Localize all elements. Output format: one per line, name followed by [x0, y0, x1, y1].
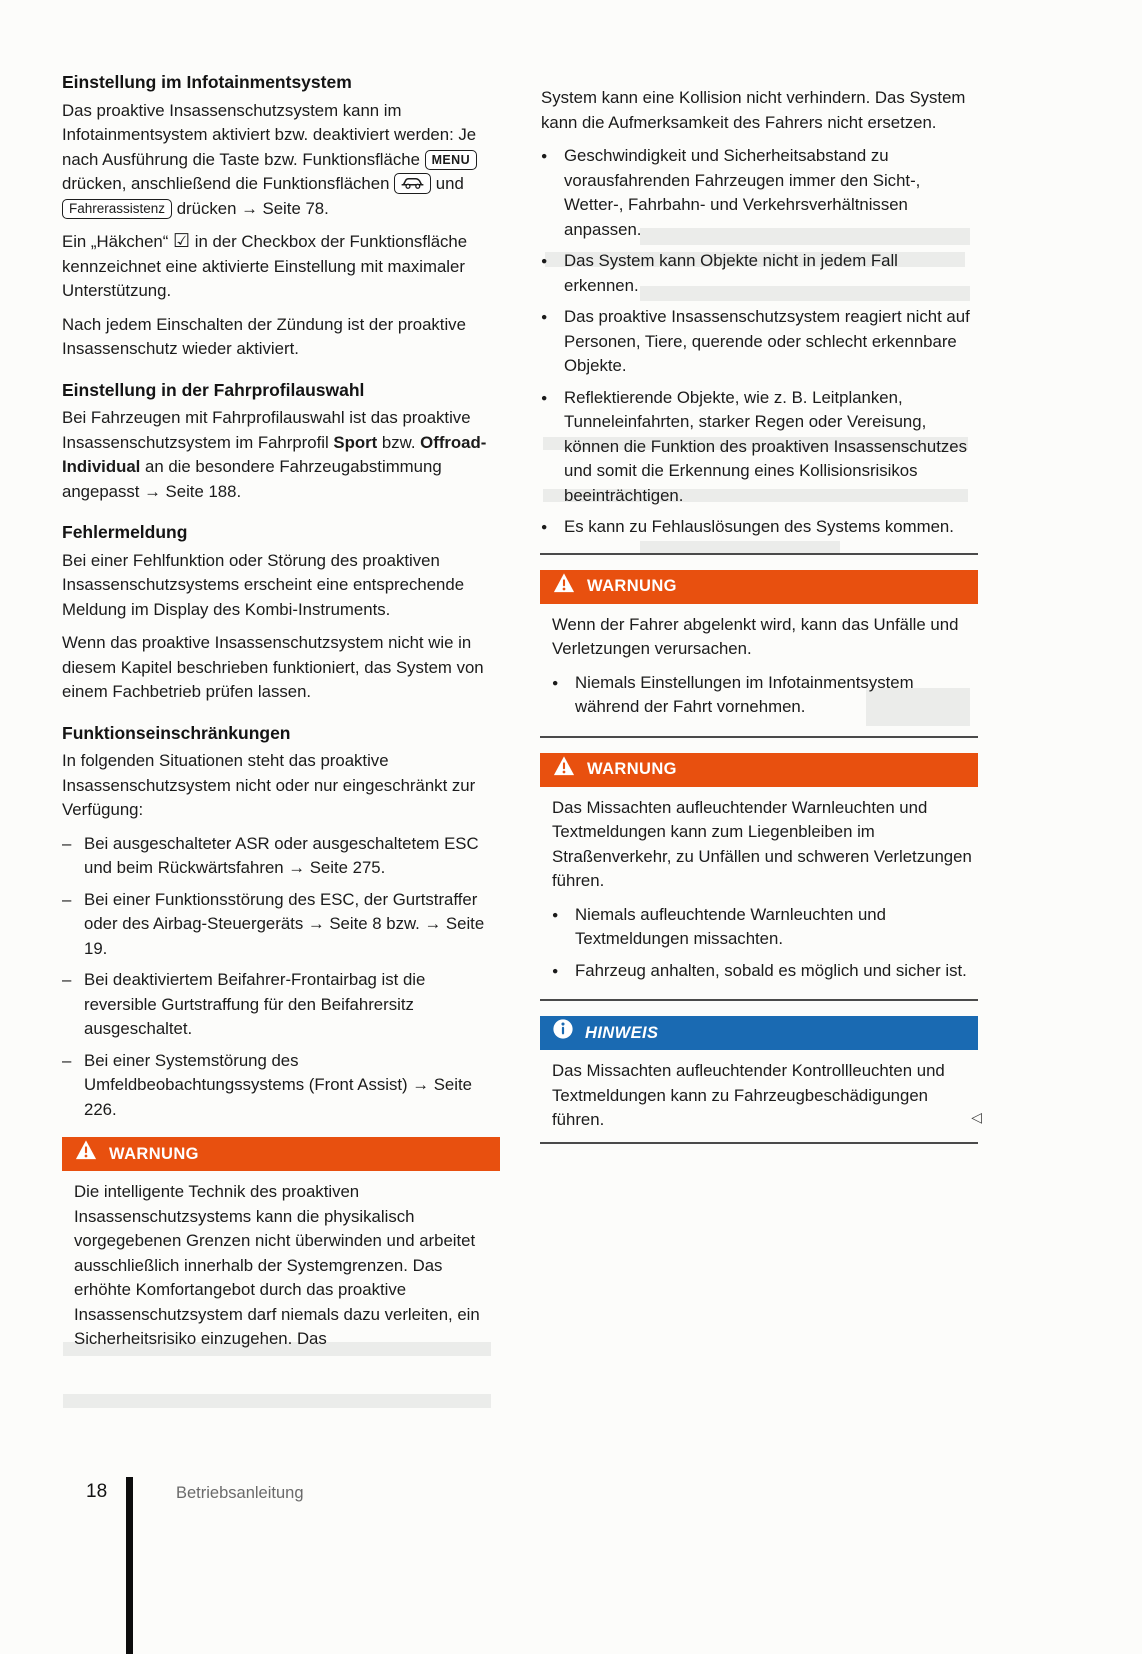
text-run: Bei Fahrzeugen mit Fahrprofilauswahl ist das proaktive Insassenschutzsystem im Fahrprofil	[62, 408, 471, 452]
bullet-item	[541, 386, 976, 509]
notice-body	[540, 1050, 982, 1142]
warning-box-1	[62, 1137, 500, 1361]
warning-bullet-list	[552, 903, 976, 984]
footer-doc-title: Betriebsanleitung	[176, 1484, 304, 1502]
warning-box-1-continued	[540, 86, 978, 555]
notice-text: Das Missachten aufleuchtender Kontrollleuchten und Textmeldungen kann zu Fahrzeugbeschädigungen führen.	[552, 1061, 945, 1129]
paragraph-fahrprofil	[62, 406, 500, 504]
text-run: Ein „Häkchen“	[62, 232, 169, 251]
warning-triangle-icon	[552, 755, 576, 785]
text-run: in der Checkbox der Funktionsfläche kennzeichnet eine aktivierte Einstellung mit maximaler Unterstützung.	[62, 232, 468, 300]
bullet-icon: ●	[541, 521, 548, 533]
list-item-text: Bei ausgeschalteter ASR oder ausgeschaltetem ESC und beim Rückwärtsfahren → Seite 275.	[84, 833, 479, 877]
warning-box-2	[540, 570, 978, 738]
heading-einschraenkungen: Funktionseinschränkungen	[62, 722, 291, 743]
list-item	[62, 968, 500, 1042]
notice-header	[540, 1016, 978, 1050]
right-column	[540, 86, 982, 1152]
notice-title: HINWEIS	[585, 1023, 659, 1042]
warning-body	[540, 604, 978, 736]
text-run-bold: Offroad-Individual	[62, 432, 487, 476]
dash-marker: –	[62, 889, 72, 909]
bullet-text: Niemals Einstellungen im Infotainmentsystem während der Fahrt vornehmen.	[575, 672, 914, 716]
warning-body	[62, 1171, 500, 1361]
bullet-item	[541, 144, 976, 242]
bullet-icon: ●	[552, 964, 559, 977]
warning-bullet-list	[552, 671, 976, 720]
bullet-icon: ●	[541, 391, 548, 404]
vehicle-key	[394, 173, 431, 194]
warning-text: Die intelligente Technik des proaktiven Insassenschutzsystems kann die physikalisch vorgegebenen Grenzen nicht überwinden und arbeitet ausschließlich innerhalb der Systemgrenzen. Das erhöhte Komfortangebot durch das proaktive Insassenschutzsystem darf niemals dazu verleiten, ein Sicherheitsrisiko einzugehen. Das	[74, 1182, 480, 1348]
bullet-item	[552, 903, 976, 952]
warning-title: WARNUNG	[587, 577, 677, 596]
bullet-icon: ●	[552, 908, 559, 921]
bullet-item	[552, 959, 976, 984]
warning-text: Wenn der Fahrer abgelenkt wird, kann das Unfälle und Verletzungen verursachen.	[552, 614, 959, 658]
warning-header	[62, 1137, 500, 1171]
bullet-item	[541, 249, 976, 298]
limitations-list	[62, 832, 500, 1123]
page-number: 18	[86, 1481, 108, 1502]
footer-divider-bar	[126, 1477, 133, 1654]
fahrerassistenz-key	[62, 199, 172, 219]
dash-marker: –	[62, 1050, 72, 1070]
menu-key-label: MENU	[431, 152, 470, 167]
paragraph-fehler-2: Wenn das proaktive Insassenschutzsystem nicht wie in diesem Kapitel beschrieben funktioniert, das System von einem Fachbetrieb prüfen lassen.	[62, 633, 484, 701]
paragraph-zuendung: Nach jedem Einschalten der Zündung ist der proaktive Insassenschutz wieder aktiviert.	[62, 314, 466, 358]
bullet-icon: ●	[552, 676, 559, 689]
text-run: drücken, anschließend die Funktionsflächen	[62, 174, 390, 193]
bullet-text: Niemals aufleuchtende Warnleuchten und Textmeldungen missachten.	[575, 904, 886, 948]
dash-marker: –	[62, 833, 72, 853]
warning-box-3	[540, 753, 978, 1002]
bullet-text: Reflektierende Objekte, wie z. B. Leitplanken, Tunneleinfahrten, starker Regen oder Vereisung, können die Funktion des proaktiven Insassenschutzes und somit die Erkennung eines Kollisionsrisikos beeinträchtigen.	[564, 387, 967, 505]
text-run: Das proaktive Insassenschutzsystem kann im Infotainmentsystem aktiviert bzw. deaktiviert werden: Je nach Ausführung die Taste bzw. Funktionsfläche	[62, 100, 477, 169]
bullet-text: Geschwindigkeit und Sicherheitsabstand zu vorausfahrenden Fahrzeugen immer den Sicht-, Wetter-, Fahrbahn- und Verkehrsverhältnissen anpassen.	[564, 146, 921, 239]
bullet-text: Das proaktive Insassenschutzsystem reagiert nicht auf Personen, Tiere, querende oder schlecht erkennbare Objekte.	[564, 307, 970, 375]
warning-title: WARNUNG	[587, 760, 677, 779]
text-run-bold: Sport	[333, 432, 378, 452]
heading-fehlermeldung: Fehlermeldung	[62, 522, 188, 542]
bullet-item	[541, 515, 976, 540]
dash-marker: –	[62, 970, 72, 989]
bullet-item	[552, 671, 976, 720]
warning-header	[540, 570, 978, 604]
list-item	[62, 1049, 500, 1123]
warning-body-continued	[540, 86, 978, 553]
fahrerassistenz-key-label: Fahrerassistenz	[69, 200, 166, 216]
heading-infotainment: Einstellung im Infotainmentsystem	[62, 72, 352, 92]
bullet-text: Fahrzeug anhalten, sobald es möglich und sicher ist.	[575, 960, 967, 980]
checked-checkbox-icon: ☑	[173, 231, 191, 252]
paragraph-infotainment	[62, 99, 500, 222]
list-item	[62, 888, 500, 962]
warning-bullet-list	[541, 144, 976, 540]
bullet-text: Es kann zu Fehlauslösungen des Systems kommen.	[564, 517, 954, 536]
end-of-section-icon: ◁	[971, 1109, 982, 1125]
warning-title: WARNUNG	[109, 1144, 199, 1163]
text-run: bzw.	[381, 432, 416, 452]
menu-key	[425, 150, 477, 170]
heading-fahrprofil: Einstellung in der Fahrprofilauswahl	[62, 379, 365, 400]
left-column	[62, 70, 500, 1369]
warning-body	[540, 787, 978, 1000]
warning-header	[540, 753, 978, 787]
vehicle-icon	[400, 176, 425, 191]
bullet-icon: ●	[541, 255, 548, 267]
text-run: drücken → Seite 78.	[176, 198, 329, 218]
bullet-icon: ●	[541, 311, 548, 323]
warning-text: Das Missachten aufleuchtender Warnleuchten und Textmeldungen kann zum Liegenbleiben im Straßenverkehr, zu Unfällen und schweren Verletzungen führen.	[552, 797, 972, 890]
text-run: an die besondere Fahrzeugabstimmung angepasst → Seite 188.	[62, 457, 442, 501]
warning-text: System kann eine Kollision nicht verhindern. Das System kann die Aufmerksamkeit des Fahrers nicht ersetzen.	[541, 88, 966, 132]
notice-box	[540, 1016, 982, 1144]
bleedthrough-artifact	[63, 1394, 491, 1408]
warning-triangle-icon	[74, 1139, 98, 1169]
paragraph-einschraenkungen: In folgenden Situationen steht das proaktive Insassenschutzsystem nicht oder nur eingeschränkt zur Verfügung:	[62, 751, 476, 819]
bullet-icon: ●	[541, 150, 548, 162]
list-item-text: Bei einer Funktionsstörung des ESC, der Gurtstraffer oder des Airbag-Steuergeräts → Seite 8 bzw. → Seite 19.	[84, 889, 485, 958]
bullet-item	[541, 305, 976, 379]
text-run: und	[435, 174, 464, 193]
bullet-text: Das System kann Objekte nicht in jedem Fall erkennen.	[564, 251, 898, 295]
paragraph-haekchen	[62, 230, 500, 304]
list-item	[62, 832, 500, 881]
warning-triangle-icon	[552, 572, 576, 602]
list-item-text: Bei einer Systemstörung des Umfeldbeobachtungssystems (Front Assist) → Seite 226.	[84, 1050, 472, 1119]
info-circle-icon	[552, 1018, 574, 1048]
list-item-text: Bei deaktiviertem Beifahrer-Frontairbag ist die reversible Gurtstraffung für den Beifahrersitz ausgeschaltet.	[84, 970, 426, 1038]
paragraph-fehler-1: Bei einer Fehlfunktion oder Störung des proaktiven Insassenschutzsystems erscheint eine entsprechende Meldung im Display des Kombi-Instruments.	[62, 550, 465, 619]
